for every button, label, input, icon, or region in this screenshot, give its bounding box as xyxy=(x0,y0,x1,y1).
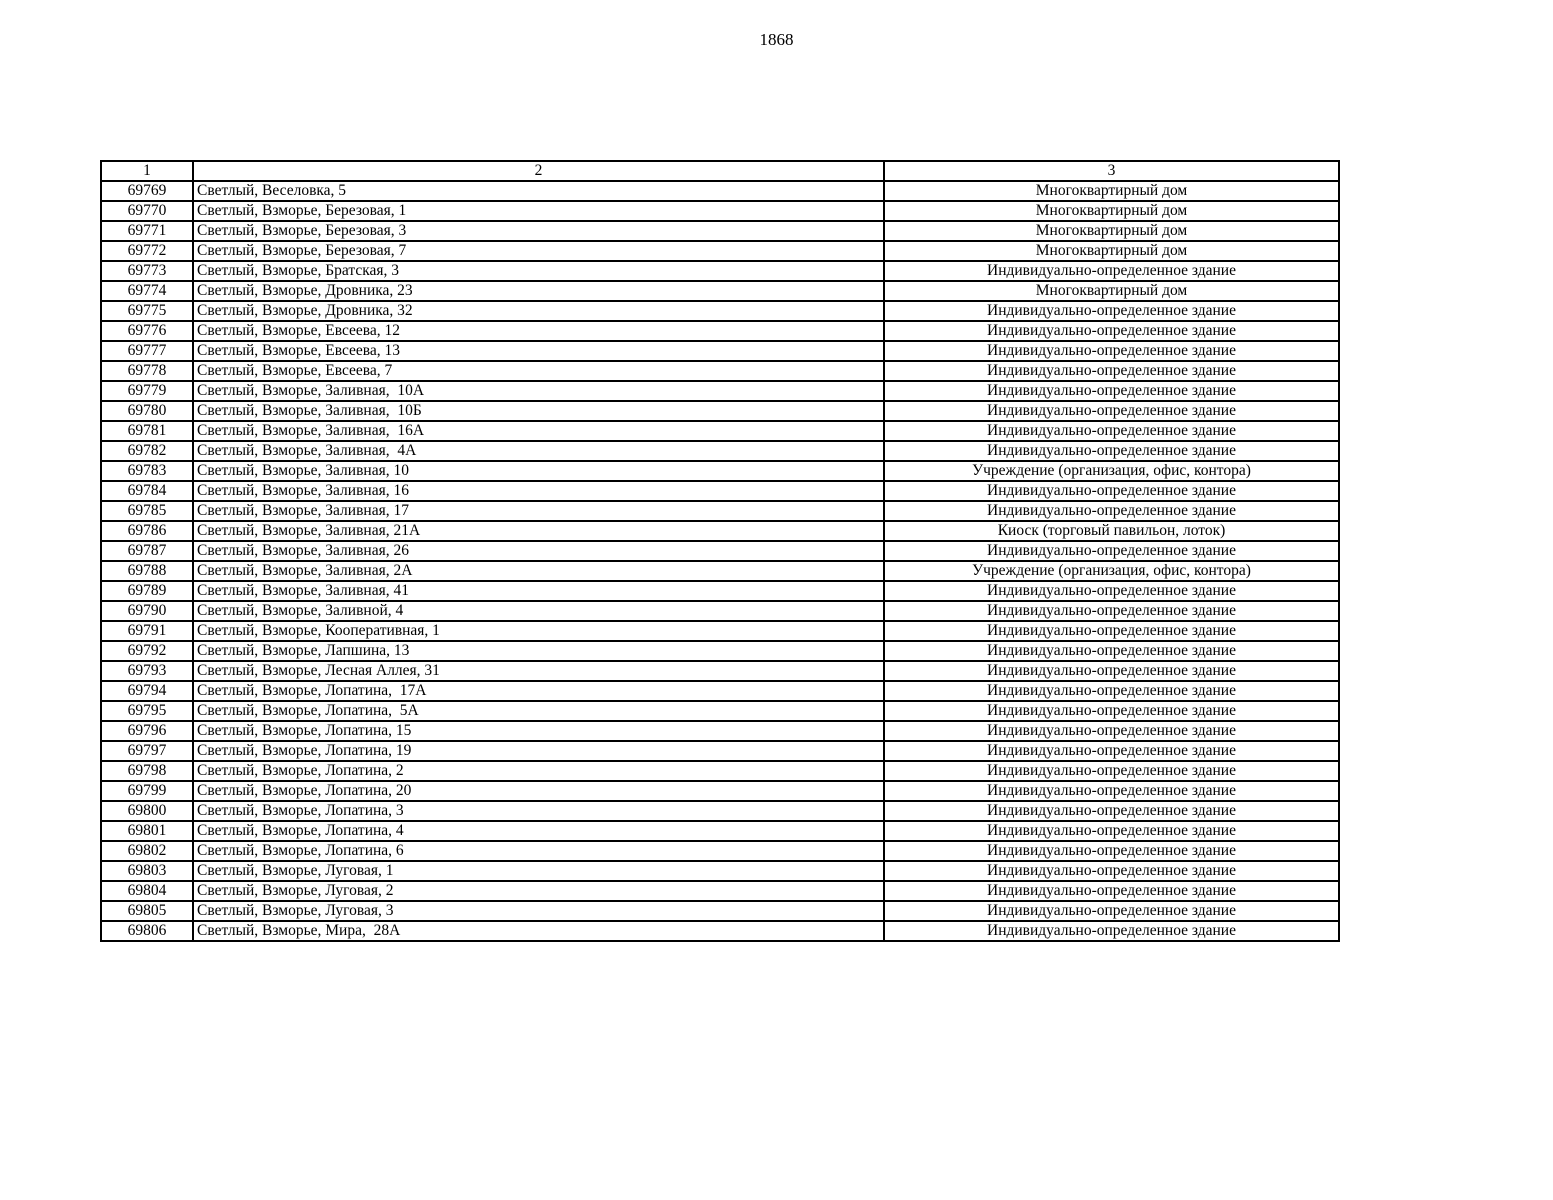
row-number-cell: 69788 xyxy=(101,561,193,581)
row-number-cell: 69771 xyxy=(101,221,193,241)
registry-table xyxy=(100,160,1340,942)
building-type-cell: Индивидуально-определенное здание xyxy=(884,401,1339,421)
address-cell: Светлый, Взморье, Березовая, 3 xyxy=(193,221,884,241)
row-number-cell: 69778 xyxy=(101,361,193,381)
table-row xyxy=(101,801,1339,821)
address-cell: Светлый, Взморье, Заливная, 41 xyxy=(193,581,884,601)
address-cell: Светлый, Взморье, Евсеева, 7 xyxy=(193,361,884,381)
building-type-cell: Многоквартирный дом xyxy=(884,181,1339,201)
row-number-cell: 69782 xyxy=(101,441,193,461)
row-number-cell: 69793 xyxy=(101,661,193,681)
building-type-cell: Индивидуально-определенное здание xyxy=(884,801,1339,821)
building-type-cell: Индивидуально-определенное здание xyxy=(884,541,1339,561)
row-number-cell: 69773 xyxy=(101,261,193,281)
table-row xyxy=(101,421,1339,441)
row-number-cell: 69774 xyxy=(101,281,193,301)
row-number-cell: 69772 xyxy=(101,241,193,261)
address-cell: Светлый, Взморье, Кооперативная, 1 xyxy=(193,621,884,641)
row-number-cell: 69792 xyxy=(101,641,193,661)
building-type-cell: Индивидуально-определенное здание xyxy=(884,901,1339,921)
table-row xyxy=(101,441,1339,461)
table-row xyxy=(101,321,1339,341)
row-number-cell: 69769 xyxy=(101,181,193,201)
address-cell: Светлый, Взморье, Луговая, 2 xyxy=(193,881,884,901)
row-number-cell: 69781 xyxy=(101,421,193,441)
address-cell: Светлый, Взморье, Заливная, 2А xyxy=(193,561,884,581)
address-cell: Светлый, Взморье, Заливной, 4 xyxy=(193,601,884,621)
address-cell: Светлый, Взморье, Лопатина, 15 xyxy=(193,721,884,741)
table-row xyxy=(101,361,1339,381)
row-number-cell: 69779 xyxy=(101,381,193,401)
building-type-cell: Индивидуально-определенное здание xyxy=(884,441,1339,461)
row-number-cell: 69805 xyxy=(101,901,193,921)
address-cell: Светлый, Взморье, Луговая, 3 xyxy=(193,901,884,921)
address-cell: Светлый, Взморье, Лопатина, 17А xyxy=(193,681,884,701)
building-type-cell: Индивидуально-определенное здание xyxy=(884,601,1339,621)
address-cell: Светлый, Взморье, Дровника, 32 xyxy=(193,301,884,321)
address-cell: Светлый, Взморье, Лапшина, 13 xyxy=(193,641,884,661)
address-cell: Светлый, Взморье, Лесная Аллея, 31 xyxy=(193,661,884,681)
address-cell: Светлый, Взморье, Лопатина, 3 xyxy=(193,801,884,821)
table-row xyxy=(101,501,1339,521)
table-row xyxy=(101,861,1339,881)
address-cell: Светлый, Взморье, Заливная, 10Б xyxy=(193,401,884,421)
building-type-cell: Индивидуально-определенное здание xyxy=(884,261,1339,281)
row-number-cell: 69796 xyxy=(101,721,193,741)
building-type-cell: Индивидуально-определенное здание xyxy=(884,921,1339,941)
table-row xyxy=(101,561,1339,581)
address-cell: Светлый, Взморье, Заливная, 21А xyxy=(193,521,884,541)
row-number-cell: 69804 xyxy=(101,881,193,901)
row-number-cell: 69787 xyxy=(101,541,193,561)
row-number-cell: 69795 xyxy=(101,701,193,721)
row-number-cell: 69798 xyxy=(101,761,193,781)
table-row xyxy=(101,681,1339,701)
building-type-cell: Индивидуально-определенное здание xyxy=(884,721,1339,741)
row-number-cell: 69786 xyxy=(101,521,193,541)
header-row xyxy=(101,161,1339,181)
building-type-cell: Индивидуально-определенное здание xyxy=(884,621,1339,641)
building-type-cell: Индивидуально-определенное здание xyxy=(884,641,1339,661)
row-number-cell: 69780 xyxy=(101,401,193,421)
table-row xyxy=(101,781,1339,801)
table-row xyxy=(101,821,1339,841)
building-type-cell: Индивидуально-определенное здание xyxy=(884,501,1339,521)
address-cell: Светлый, Взморье, Луговая, 1 xyxy=(193,861,884,881)
table-row xyxy=(101,741,1339,761)
address-cell: Светлый, Взморье, Евсеева, 12 xyxy=(193,321,884,341)
column-header-2: 2 xyxy=(193,161,884,181)
table-row xyxy=(101,401,1339,421)
table-header xyxy=(101,161,1339,181)
table-row xyxy=(101,541,1339,561)
building-type-cell: Индивидуально-определенное здание xyxy=(884,741,1339,761)
building-type-cell: Многоквартирный дом xyxy=(884,201,1339,221)
row-number-cell: 69775 xyxy=(101,301,193,321)
address-cell: Светлый, Взморье, Мира, 28А xyxy=(193,921,884,941)
table-row xyxy=(101,481,1339,501)
table-row xyxy=(101,661,1339,681)
building-type-cell: Индивидуально-определенное здание xyxy=(884,421,1339,441)
building-type-cell: Индивидуально-определенное здание xyxy=(884,361,1339,381)
row-number-cell: 69784 xyxy=(101,481,193,501)
table-row xyxy=(101,581,1339,601)
address-cell: Светлый, Взморье, Евсеева, 13 xyxy=(193,341,884,361)
table-row xyxy=(101,221,1339,241)
building-type-cell: Индивидуально-определенное здание xyxy=(884,341,1339,361)
address-cell: Светлый, Взморье, Лопатина, 20 xyxy=(193,781,884,801)
building-type-cell: Киоск (торговый павильон, лоток) xyxy=(884,521,1339,541)
row-number-cell: 69806 xyxy=(101,921,193,941)
table-row xyxy=(101,181,1339,201)
row-number-cell: 69789 xyxy=(101,581,193,601)
table-row xyxy=(101,261,1339,281)
table-row xyxy=(101,461,1339,481)
table-row xyxy=(101,881,1339,901)
table-row xyxy=(101,721,1339,741)
building-type-cell: Индивидуально-определенное здание xyxy=(884,881,1339,901)
building-type-cell: Индивидуально-определенное здание xyxy=(884,381,1339,401)
table-row xyxy=(101,701,1339,721)
table-row xyxy=(101,241,1339,261)
table-row xyxy=(101,841,1339,861)
row-number-cell: 69791 xyxy=(101,621,193,641)
row-number-cell: 69800 xyxy=(101,801,193,821)
row-number-cell: 69777 xyxy=(101,341,193,361)
row-number-cell: 69790 xyxy=(101,601,193,621)
table-row xyxy=(101,921,1339,941)
address-cell: Светлый, Взморье, Заливная, 17 xyxy=(193,501,884,521)
table-row xyxy=(101,281,1339,301)
table-row xyxy=(101,521,1339,541)
building-type-cell: Индивидуально-определенное здание xyxy=(884,481,1339,501)
row-number-cell: 69794 xyxy=(101,681,193,701)
address-cell: Светлый, Взморье, Дровника, 23 xyxy=(193,281,884,301)
building-type-cell: Индивидуально-определенное здание xyxy=(884,861,1339,881)
address-cell: Светлый, Взморье, Заливная, 26 xyxy=(193,541,884,561)
row-number-cell: 69783 xyxy=(101,461,193,481)
address-cell: Светлый, Взморье, Заливная, 4А xyxy=(193,441,884,461)
address-cell: Светлый, Взморье, Заливная, 16А xyxy=(193,421,884,441)
table-row xyxy=(101,381,1339,401)
building-type-cell: Индивидуально-определенное здание xyxy=(884,761,1339,781)
building-type-cell: Индивидуально-определенное здание xyxy=(884,821,1339,841)
address-cell: Светлый, Взморье, Березовая, 1 xyxy=(193,201,884,221)
page-number: 1868 xyxy=(759,30,794,49)
building-type-cell: Многоквартирный дом xyxy=(884,221,1339,241)
address-cell: Светлый, Взморье, Лопатина, 4 xyxy=(193,821,884,841)
building-type-cell: Индивидуально-определенное здание xyxy=(884,681,1339,701)
row-number-cell: 69776 xyxy=(101,321,193,341)
address-cell: Светлый, Взморье, Лопатина, 5А xyxy=(193,701,884,721)
row-number-cell: 69803 xyxy=(101,861,193,881)
building-type-cell: Индивидуально-определенное здание xyxy=(884,581,1339,601)
row-number-cell: 69801 xyxy=(101,821,193,841)
column-header-1: 1 xyxy=(101,161,193,181)
table-row xyxy=(101,201,1339,221)
address-cell: Светлый, Взморье, Заливная, 10 xyxy=(193,461,884,481)
row-number-cell: 69797 xyxy=(101,741,193,761)
address-cell: Светлый, Взморье, Лопатина, 2 xyxy=(193,761,884,781)
row-number-cell: 69802 xyxy=(101,841,193,861)
building-type-cell: Многоквартирный дом xyxy=(884,281,1339,301)
building-type-cell: Учреждение (организация, офис, контора) xyxy=(884,561,1339,581)
building-type-cell: Многоквартирный дом xyxy=(884,241,1339,261)
building-type-cell: Индивидуально-определенное здание xyxy=(884,661,1339,681)
table-row xyxy=(101,341,1339,361)
table-body xyxy=(101,181,1339,941)
building-type-cell: Индивидуально-определенное здание xyxy=(884,781,1339,801)
address-cell: Светлый, Взморье, Лопатина, 6 xyxy=(193,841,884,861)
building-type-cell: Индивидуально-определенное здание xyxy=(884,301,1339,321)
address-cell: Светлый, Взморье, Лопатина, 19 xyxy=(193,741,884,761)
building-type-cell: Индивидуально-определенное здание xyxy=(884,321,1339,341)
address-cell: Светлый, Веселовка, 5 xyxy=(193,181,884,201)
building-type-cell: Учреждение (организация, офис, контора) xyxy=(884,461,1339,481)
building-type-cell: Индивидуально-определенное здание xyxy=(884,701,1339,721)
table-row xyxy=(101,761,1339,781)
address-cell: Светлый, Взморье, Заливная, 10А xyxy=(193,381,884,401)
column-header-3: 3 xyxy=(884,161,1339,181)
table-row xyxy=(101,621,1339,641)
address-cell: Светлый, Взморье, Березовая, 7 xyxy=(193,241,884,261)
table-row xyxy=(101,901,1339,921)
table-row xyxy=(101,601,1339,621)
row-number-cell: 69799 xyxy=(101,781,193,801)
address-cell: Светлый, Взморье, Заливная, 16 xyxy=(193,481,884,501)
row-number-cell: 69785 xyxy=(101,501,193,521)
table-row xyxy=(101,301,1339,321)
table-row xyxy=(101,641,1339,661)
address-cell: Светлый, Взморье, Братская, 3 xyxy=(193,261,884,281)
row-number-cell: 69770 xyxy=(101,201,193,221)
building-type-cell: Индивидуально-определенное здание xyxy=(884,841,1339,861)
